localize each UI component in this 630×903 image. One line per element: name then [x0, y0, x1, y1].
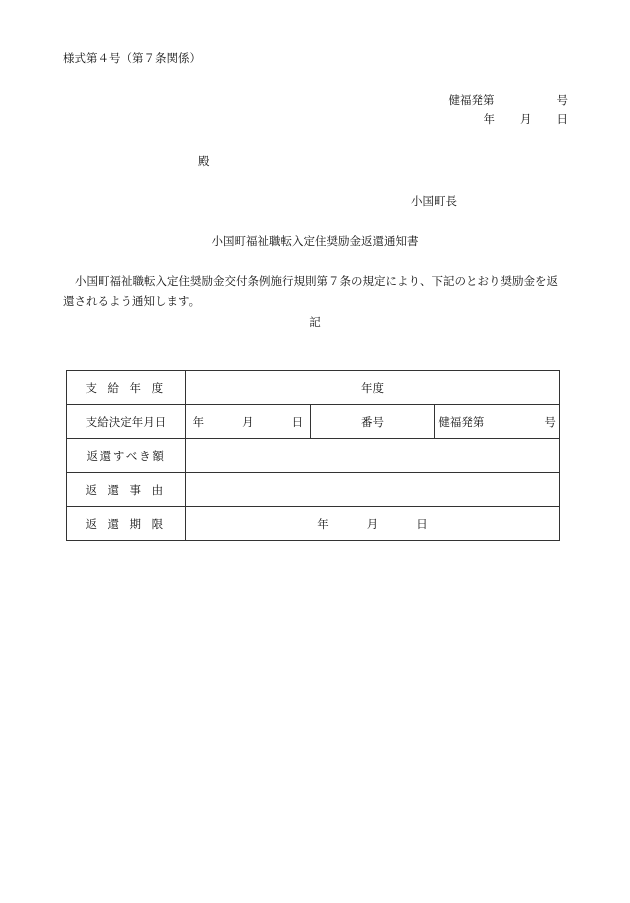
- addressee-honorific: 殿: [198, 154, 210, 168]
- table-row: [67, 507, 560, 541]
- issue-date: [484, 111, 569, 127]
- refund-details-table: [66, 370, 560, 541]
- table-row: [67, 439, 560, 473]
- reference-prefix: 健福発第: [448, 93, 495, 107]
- decision-date-value: 年 月 日: [186, 405, 311, 439]
- issue-date-day: 日: [556, 112, 568, 126]
- refund-reason-label: 返 還 事 由: [67, 473, 186, 507]
- payment-year-label: 支 給 年 度: [67, 371, 186, 405]
- refund-amount-label: 返還すべき額: [67, 439, 186, 473]
- ki-heading: 記: [309, 315, 321, 329]
- issue-date-month: 月: [520, 112, 532, 126]
- refund-amount-value: [186, 439, 560, 473]
- form-number-label: 様式第４号（第７条関係）: [63, 51, 201, 65]
- refund-deadline-label: 返 還 期 限: [67, 507, 186, 541]
- refund-deadline-value: 年 月 日: [186, 507, 560, 541]
- refund-reason-value: [186, 473, 560, 507]
- decision-date-label: 支給決定年月日: [67, 405, 186, 439]
- number-label: 番号: [310, 405, 435, 439]
- table-row: [67, 405, 560, 439]
- issue-date-year: 年: [483, 112, 495, 126]
- table-row: [67, 371, 560, 405]
- reference-suffix: 号: [556, 93, 568, 107]
- payment-year-value: 年度: [186, 371, 560, 405]
- number-value: 健福発第 号: [435, 405, 560, 439]
- table-row: [67, 473, 560, 507]
- reference-number: [449, 92, 569, 108]
- document-title: 小国町福祉職転入定住奨励金返還通知書: [211, 234, 419, 248]
- notice-body: 小国町福祉職転入定住奨励金交付条例施行規則第７条の規定により、下記のとおり奨励金を返還されるよう通知します。: [63, 274, 558, 308]
- sender-name: 小国町長: [411, 194, 457, 208]
